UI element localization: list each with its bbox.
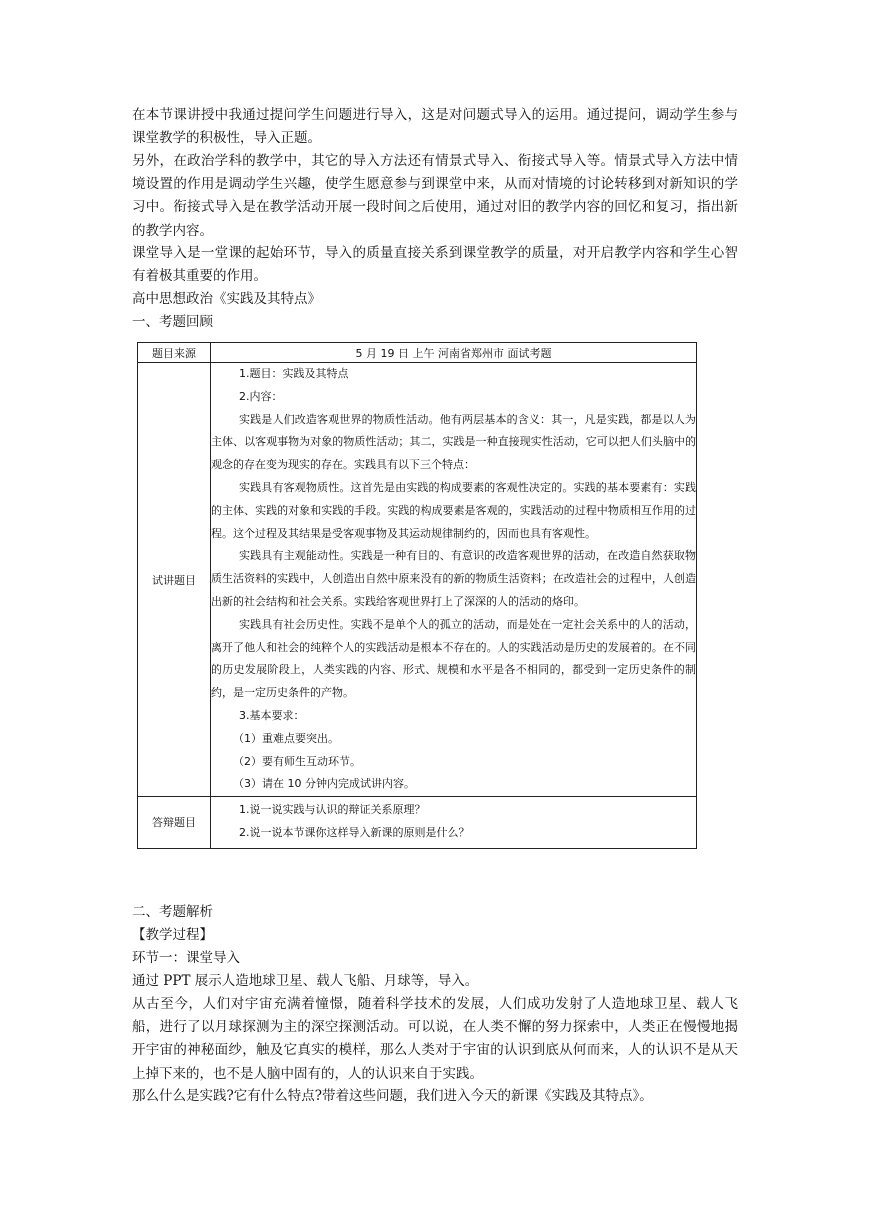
lecture-content [211, 363, 697, 797]
section-heading-review: 一、考题回顾 [132, 314, 213, 330]
lecture-line: 1.题目：实践及其特点 [239, 367, 349, 380]
lecture-paragraph: 实践具有客观物质性。这首先是由实践的构成要素的客观性决定的。实践的基本要素有：实践的主体、实践的对象和实践的手段。实践的构成要素是客观的，实践活动的过程中物质相互作用的过程。这个过程及其结果是受客观事物及其运动规律制约的，因而也具有客观性。 [211, 480, 696, 540]
step-paragraph: 从古至今，人们对宇宙充满着憧憬，随着科学技术的发展，人们成功发射了人造地球卫星、载人飞船，进行了以月球探测为主的深空探测活动。可以说，在人类不懈的努力探索中，人类正在慢慢地揭开宇宙的神秘面纱，触及它真实的模样，那么人类对于宇宙的认识到底从何而来，人的认识不是从天上掉下来的，也不是人脑中固有的，人的认识来自于实践。 [132, 996, 738, 1082]
course-title: 高中思想政治《实践及其特点》 [132, 291, 321, 307]
table-row-defense [138, 797, 697, 849]
lecture-label: 试讲题目 [138, 363, 211, 797]
process-heading: 【教学过程】 [132, 927, 213, 943]
lecture-paragraph: 实践具有社会历史性。实践不是单个人的孤立的活动，而是处在一定社会关系中的人的活动，离开了他人和社会的纯粹个人的实践活动是根本不存在的。人的实践活动是历史的发展着的。在不同的历史发展阶段上，人类实践的内容、形式、规模和水平是各不相同的，都受到一定历史条件的制约，是一定历史条件的产物。 [211, 617, 696, 700]
defense-question: 2.说一说本节课你这样导入新课的原则是什么？ [239, 825, 470, 839]
lecture-paragraph: 实践是人们改造客观世界的物质性活动。他有两层基本的含义：其一，凡是实践，都是以人为主体、以客观事物为对象的物质性活动；其二，实践是一种直接现实性活动，它可以把人们头脑中的观念的存在变为现实的存在。实践具有以下三个特点： [211, 412, 696, 472]
table-row-lecture [138, 363, 697, 797]
defense-label: 答辩题目 [138, 797, 211, 849]
step-heading: 环节一：课堂导入 [132, 950, 240, 966]
requirement-item: （1）重难点要突出。 [233, 731, 339, 745]
lecture-line: 3.基本要求： [239, 708, 305, 722]
table-row-source [138, 343, 697, 363]
defense-question: 1.说一说实践与认识的辩证关系原理？ [239, 803, 426, 817]
exam-table [137, 342, 697, 849]
section-heading-analysis: 二、考题解析 [132, 904, 213, 920]
step-line: 通过 PPT 展示人造地球卫星、载人飞船、月球等，导入。 [132, 973, 479, 989]
source-value: 5 月 19 日 上午 河南省郑州市 面试考题 [211, 343, 697, 363]
intro-paragraph-3: 课堂导入是一堂课的起始环节，导入的质量直接关系到课堂教学的质量，对开启教学内容和学生心智有着极其重要的作用。 [132, 245, 738, 285]
lecture-line: 2.内容： [239, 389, 283, 403]
intro-paragraph-1: 在本节课讲授中我通过提问学生问题进行导入，这是对问题式导入的运用。通过提问，调动学生参与课堂教学的积极性，导入正题。 [132, 107, 738, 147]
source-label: 题目来源 [138, 343, 211, 363]
lecture-paragraph: 实践具有主观能动性。实践是一种有目的、有意识的改造客观世界的活动，在改造自然获取物质生活资料的实践中，人创造出自然中原来没有的新的物质生活资料；在改造社会的过程中，人创造出新的社会结构和社会关系。实践给客观世界打上了深深的人的活动的烙印。 [211, 549, 696, 608]
requirement-item: （2）要有师生互动环节。 [233, 754, 361, 768]
requirement-item: （3）请在 10 分钟内完成试讲内容。 [233, 777, 415, 791]
step-line: 那么什么是实践?它有什么特点?带着这些问题，我们进入今天的新课《实践及其特点》。 [132, 1088, 653, 1104]
intro-paragraph-2: 另外，在政治学科的教学中，其它的导入方法还有情景式导入、衔接式导入等。情景式导入方法中情境设置的作用是调动学生兴趣，使学生愿意参与到课堂中来，从而对情境的讨论转移到对新知识的学习中。衔接式导入是在教学活动开展一段时间之后使用，通过对旧的教学内容的回忆和复习，指出新的教学内容。 [132, 153, 738, 239]
defense-content [211, 797, 697, 849]
